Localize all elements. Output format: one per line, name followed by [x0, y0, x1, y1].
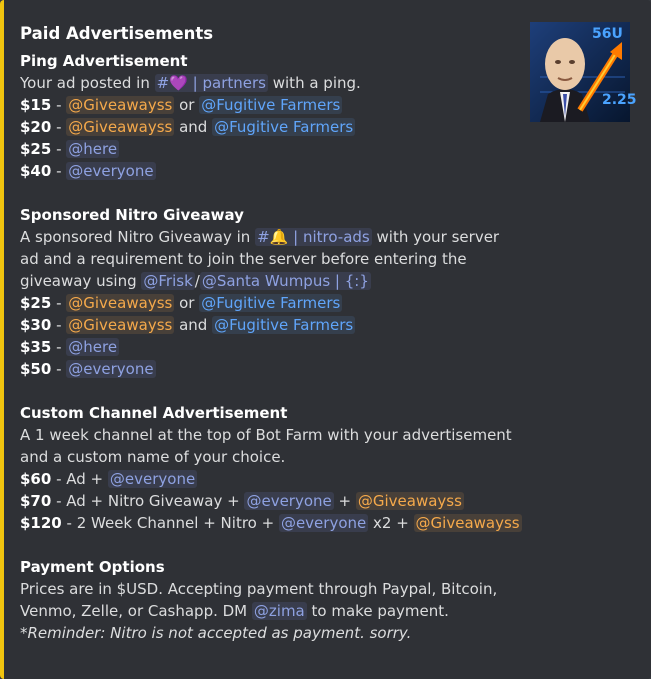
payment-reminder: *Reminder: Nitro is not accepted as payment. sorry.	[20, 624, 412, 642]
mention-here[interactable]: @here	[68, 338, 118, 356]
channel-mention-nitro-ads[interactable]: #🔔 | nitro-ads	[257, 228, 370, 246]
stonks-icon	[530, 22, 637, 122]
price-row: $20 - @Giveawayss and @Fugitive Farmers	[20, 118, 354, 136]
role-mention-fugitive-farmers[interactable]: @Fugitive Farmers	[214, 118, 354, 136]
embed-title: Paid Advertisements	[20, 24, 214, 43]
price-row: $30 - @Giveawayss and @Fugitive Farmers	[20, 316, 354, 334]
embed-content	[20, 24, 520, 644]
role-mention-giveawayss[interactable]: @Giveawayss	[415, 514, 520, 532]
role-mention-giveawayss[interactable]: @Giveawayss	[68, 118, 173, 136]
payment-desc-line: Venmo, Zelle, or Cashapp. DM @zima to make payment.	[20, 602, 449, 620]
price-row: $25 - @here	[20, 140, 118, 158]
price-row: $15 - @Giveawayss or @Fugitive Farmers	[20, 96, 341, 114]
nitro-desc-line: ad and a requirement to join the server before entering the	[20, 250, 467, 268]
nitro-header: Sponsored Nitro Giveaway	[20, 206, 244, 224]
custom-header: Custom Channel Advertisement	[20, 404, 288, 422]
role-mention-giveawayss[interactable]: @Giveawayss	[68, 96, 173, 114]
role-mention-giveawayss[interactable]: @Giveawayss	[357, 492, 462, 510]
custom-desc-line: A 1 week channel at the top of Bot Farm with your advertisement	[20, 426, 512, 444]
svg-text:2.25: 2.25	[602, 92, 637, 108]
price-row: $35 - @here	[20, 338, 118, 356]
mention-everyone[interactable]: @everyone	[68, 360, 154, 378]
mention-everyone[interactable]: @everyone	[68, 162, 154, 180]
role-mention-giveawayss[interactable]: @Giveawayss	[68, 294, 173, 312]
price-row: $120 - 2 Week Channel + Nitro + @everyone x2 + @Giveawayss	[20, 514, 520, 532]
mention-everyone[interactable]: @everyone	[109, 470, 196, 488]
price-row: $60 - Ad + @everyone	[20, 470, 196, 488]
user-mention-santa-wumpus[interactable]: @Santa Wumpus | {:}	[201, 272, 369, 290]
price-row: $70 - Ad + Nitro Giveaway + @everyone + @Giveawayss	[20, 492, 462, 510]
nitro-desc-line: A sponsored Nitro Giveaway in #🔔 | nitro-ads with your server	[20, 228, 500, 246]
price-row: $40 - @everyone	[20, 162, 154, 180]
mention-everyone[interactable]: @everyone	[280, 514, 367, 532]
role-mention-fugitive-farmers[interactable]: @Fugitive Farmers	[201, 96, 341, 114]
channel-mention-partners[interactable]: #💜 | partners	[156, 74, 266, 92]
user-mention-frisk[interactable]: @Frisk	[143, 272, 193, 290]
payment-desc-line: Prices are in $USD. Accepting payment through Paypal, Bitcoin,	[20, 580, 498, 598]
mention-here[interactable]: @here	[68, 140, 118, 158]
user-mention-zima[interactable]: @zima	[253, 602, 305, 620]
role-mention-fugitive-farmers[interactable]: @Fugitive Farmers	[201, 294, 341, 312]
payment-header: Payment Options	[20, 558, 165, 576]
thumbnail-image[interactable]	[530, 22, 637, 122]
nitro-desc-line: giveaway using @Frisk / @Santa Wumpus | {:}	[20, 272, 369, 290]
ping-header: Ping Advertisement	[20, 52, 188, 70]
role-mention-fugitive-farmers[interactable]: @Fugitive Farmers	[214, 316, 354, 334]
svg-text:56U: 56U	[592, 26, 623, 42]
price-row: $25 - @Giveawayss or @Fugitive Farmers	[20, 294, 341, 312]
mention-everyone[interactable]: @everyone	[246, 492, 332, 510]
ping-description: Your ad posted in #💜 | partners with a ping.	[20, 74, 361, 92]
role-mention-giveawayss[interactable]: @Giveawayss	[68, 316, 173, 334]
price-row: $50 - @everyone	[20, 360, 154, 378]
custom-desc-line: and a custom name of your choice.	[20, 448, 286, 466]
